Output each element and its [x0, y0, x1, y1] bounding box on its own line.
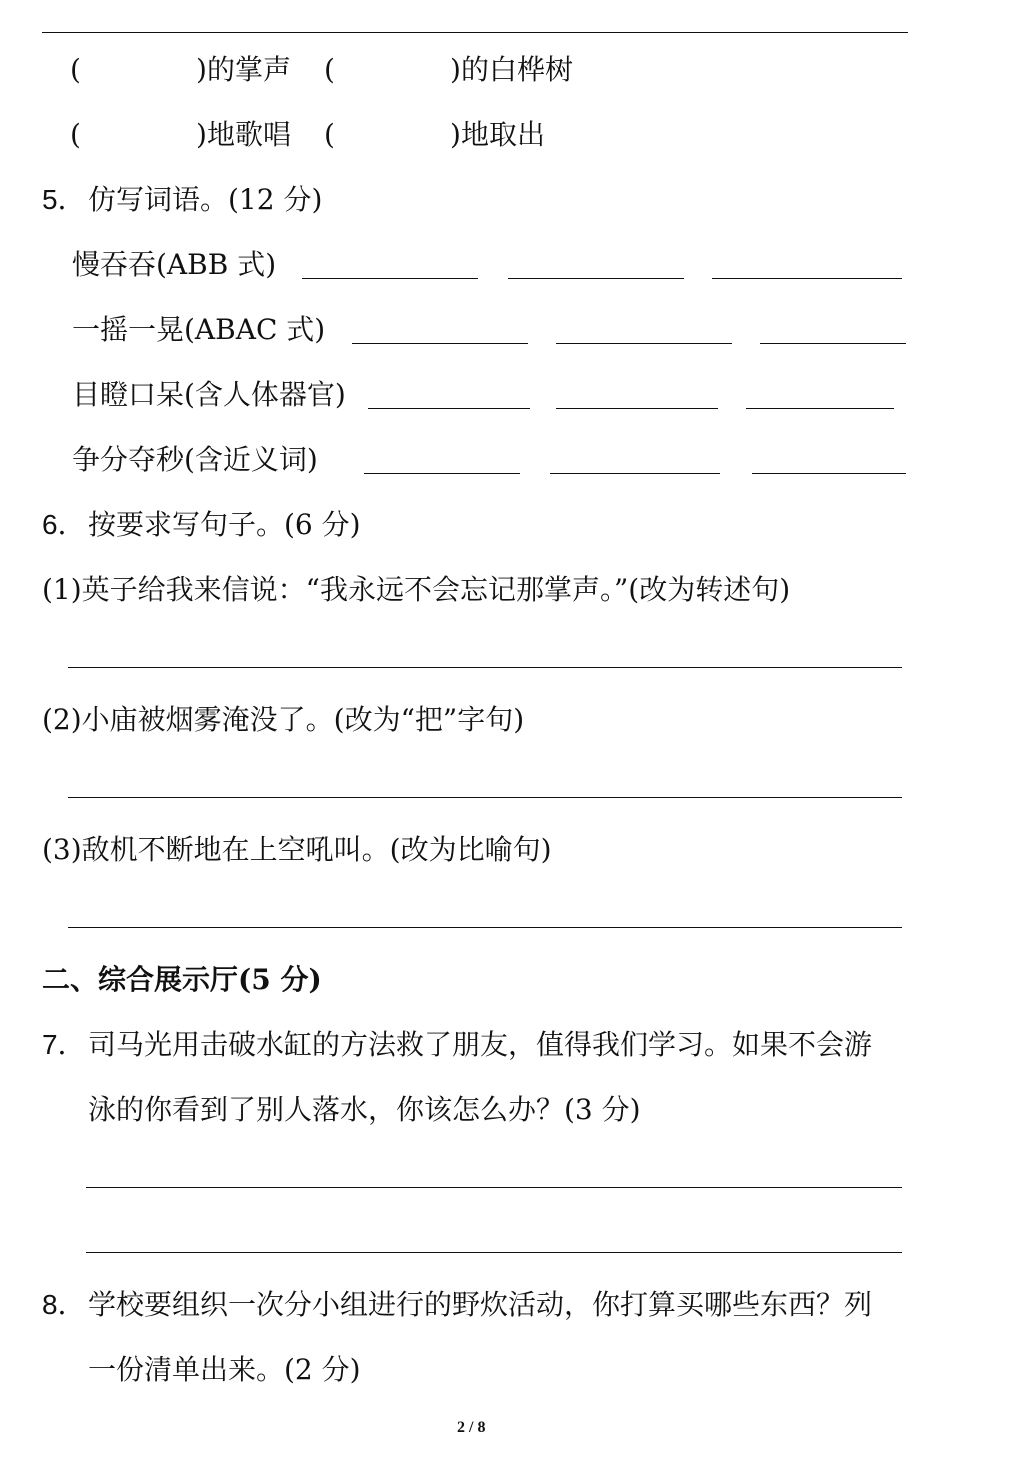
question-title: 按要求写句子。(6 分): [88, 508, 361, 541]
answer-blank[interactable]: [508, 278, 684, 279]
answer-blank[interactable]: [550, 473, 720, 474]
answer-blank[interactable]: [364, 473, 520, 474]
answer-blank[interactable]: [760, 343, 906, 344]
bracket-close: ): [196, 53, 207, 86]
section-heading: 二、综合展示厅(5 分): [42, 963, 322, 996]
answer-blank[interactable]: [746, 408, 894, 409]
bracket-close: ): [450, 118, 461, 151]
answer-line[interactable]: [68, 667, 902, 668]
word-item-label: 目瞪口呆(含人体器官): [72, 378, 346, 411]
answer-blank[interactable]: [352, 343, 528, 344]
question-number: 5．: [42, 184, 86, 215]
bracket-suffix: 地取出: [461, 118, 546, 151]
top-rule: [42, 32, 908, 33]
answer-line[interactable]: [86, 1252, 902, 1253]
answer-line[interactable]: [68, 927, 902, 928]
answer-blank[interactable]: [752, 473, 906, 474]
bracket-suffix: 的白桦树: [461, 53, 574, 86]
page-number: 2 / 8: [457, 1419, 486, 1436]
bracket-suffix: 地歌唱: [207, 118, 292, 151]
answer-blank[interactable]: [556, 343, 732, 344]
answer-line[interactable]: [86, 1187, 902, 1188]
bracket-close: ): [196, 118, 207, 151]
bracket-open: (: [324, 118, 335, 151]
word-item-label: 慢吞吞(ABB 式): [72, 248, 277, 281]
question-text: 泳的你看到了别人落水，你该怎么办？(3 分): [88, 1093, 641, 1126]
question-text: 一份清单出来。(2 分): [88, 1353, 361, 1386]
bracket-open: (: [70, 53, 81, 86]
answer-blank[interactable]: [368, 408, 530, 409]
sentence-item: (3)敌机不断地在上空吼叫。(改为比喻句): [42, 833, 552, 866]
sentence-item: (1)英子给我来信说：“我永远不会忘记那掌声。”(改为转述句): [42, 573, 791, 606]
sentence-item: (2)小庙被烟雾淹没了。(改为“把”字句): [42, 703, 525, 736]
question-number: 8．: [42, 1289, 86, 1320]
answer-line[interactable]: [68, 797, 902, 798]
bracket-open: (: [70, 118, 81, 151]
bracket-suffix: 的掌声: [207, 53, 292, 86]
answer-blank[interactable]: [302, 278, 478, 279]
bracket-close: ): [450, 53, 461, 86]
bracket-open: (: [324, 53, 335, 86]
question-text: 学校要组织一次分小组进行的野炊活动，你打算买哪些东西？列: [88, 1288, 873, 1321]
answer-blank[interactable]: [712, 278, 902, 279]
question-number: 7．: [42, 1029, 86, 1060]
answer-blank[interactable]: [556, 408, 718, 409]
word-item-label: 一摇一晃(ABAC 式): [72, 313, 326, 346]
question-number: 6．: [42, 509, 86, 540]
question-title: 仿写词语。(12 分): [88, 183, 323, 216]
question-text: 司马光用击破水缸的方法救了朋友，值得我们学习。如果不会游: [88, 1028, 873, 1061]
word-item-label: 争分夺秒(含近义词): [72, 443, 318, 476]
